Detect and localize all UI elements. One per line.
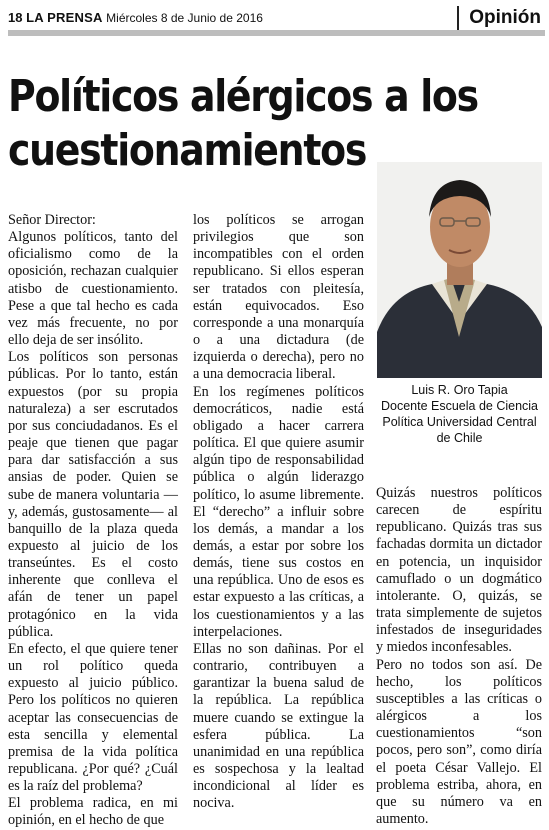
headline <box>8 70 478 178</box>
paragraph: Ellas no son dañinas. Por el contrario, contribuyen a garantizar la buena salud de la república. La república muere cuando se extingue la esfera pública. La unanimidad en una república es sospechosa y la lealtad incondicional al líder es nociva. <box>193 640 364 812</box>
page-number: 18 <box>8 10 23 25</box>
article-column-2 <box>193 212 364 812</box>
paragraph: En los regímenes políticos democráticos, nadie está obligado a hacer carrera política. El que quiere asumir algún tipo de responsabilidad pública o algún liderazgo político, lo asume libremente. El “derecho” a influir sobre los demás, a mandar a los demás, a estar por sobre los demás, tiene sus costos en una república. Uno de esos es estar expuesto a las críticas, a los cuestionamientos y a las interpelaciones. <box>193 383 364 640</box>
author-title-line-2: Política Universidad Central <box>382 415 537 429</box>
article-column-1 <box>8 212 178 830</box>
photo-caption <box>377 382 542 446</box>
paragraph: Algunos políticos, tanto del oficialismo como de la oposición, rechazan cualquier atisbo de cuestionamiento. Pese a que tal hecho es cada vez más frecuente, no por ello deja de ser insólito. <box>8 229 178 349</box>
headline-line-1: Políticos alérgicos a los <box>8 71 478 122</box>
author-name: Luis R. Oro Tapia <box>411 383 508 397</box>
issue-date: Miércoles 8 de Junio de 2016 <box>106 11 263 25</box>
salutation: Señor Director: <box>8 212 96 228</box>
paragraph: los políticos se arrogan privilegios que son incompatibles con el orden republicano. Si ellos esperan ser tratados con pleitesía, están equivocados. Eso corresponde a una monarquía o a una dictadura (de izquierda o derecha), pero no a una democracia liberal. <box>193 212 364 383</box>
author-title-line-3: de Chile <box>436 431 483 445</box>
publication-name: LA PRENSA <box>26 10 103 25</box>
paragraph: Los políticos son personas públicas. Por lo tanto, están expuestos (por su propia naturaleza) a ser escrutados por sus conciudadanos. Es el peaje que tienen que pagar para dar satisfacción a sus ansias de poder. Quien se sube de manera voluntaria —y, además, gustosamente— al banquillo de la plaza queda expuesto al juicio de los transeúntes. Es el costo inherente que conlleva el afán de tener un papel protagónico en la vida pública. <box>8 349 178 640</box>
headline-line-2: cuestionamientos <box>8 125 367 176</box>
paragraph: Quizás nuestros políticos carecen de espíritu republicano. Quizás tras sus fachadas dormita un dictador en potencia, un inquisidor camuflado o un dogmático intolerante. O, quizás, se trata simplemente de sujetos infestados de inseguridades y miedos inconfesables. <box>376 485 542 656</box>
page-header <box>8 6 545 32</box>
author-photo <box>377 162 542 378</box>
paragraph: En efecto, el que quiere tener un rol político queda expuesto al juicio público. Pero los políticos no quieren aceptar las consecuencias de esta sencilla y elemental premisa de la vida política republicana. ¿Por qué? ¿Cuál es la raíz del problema? <box>8 640 178 795</box>
article-column-3 <box>376 485 542 828</box>
author-portrait-graphic <box>377 162 542 378</box>
paragraph: El problema radica, en mi opinión, en el hecho de que <box>8 795 178 829</box>
header-rule <box>8 30 545 36</box>
masthead <box>8 8 263 28</box>
author-title-line-1: Docente Escuela de Ciencia <box>380 399 539 413</box>
section-label: Opinión <box>457 6 541 30</box>
paragraph: Pero no todos son así. De hecho, los políticos susceptibles a las críticas o alérgicos a los cuestionamientos “son pocos, pero son”, como diría el poeta César Vallejo. El problema estriba, ahora, en que su número va en aumento. <box>376 656 542 827</box>
